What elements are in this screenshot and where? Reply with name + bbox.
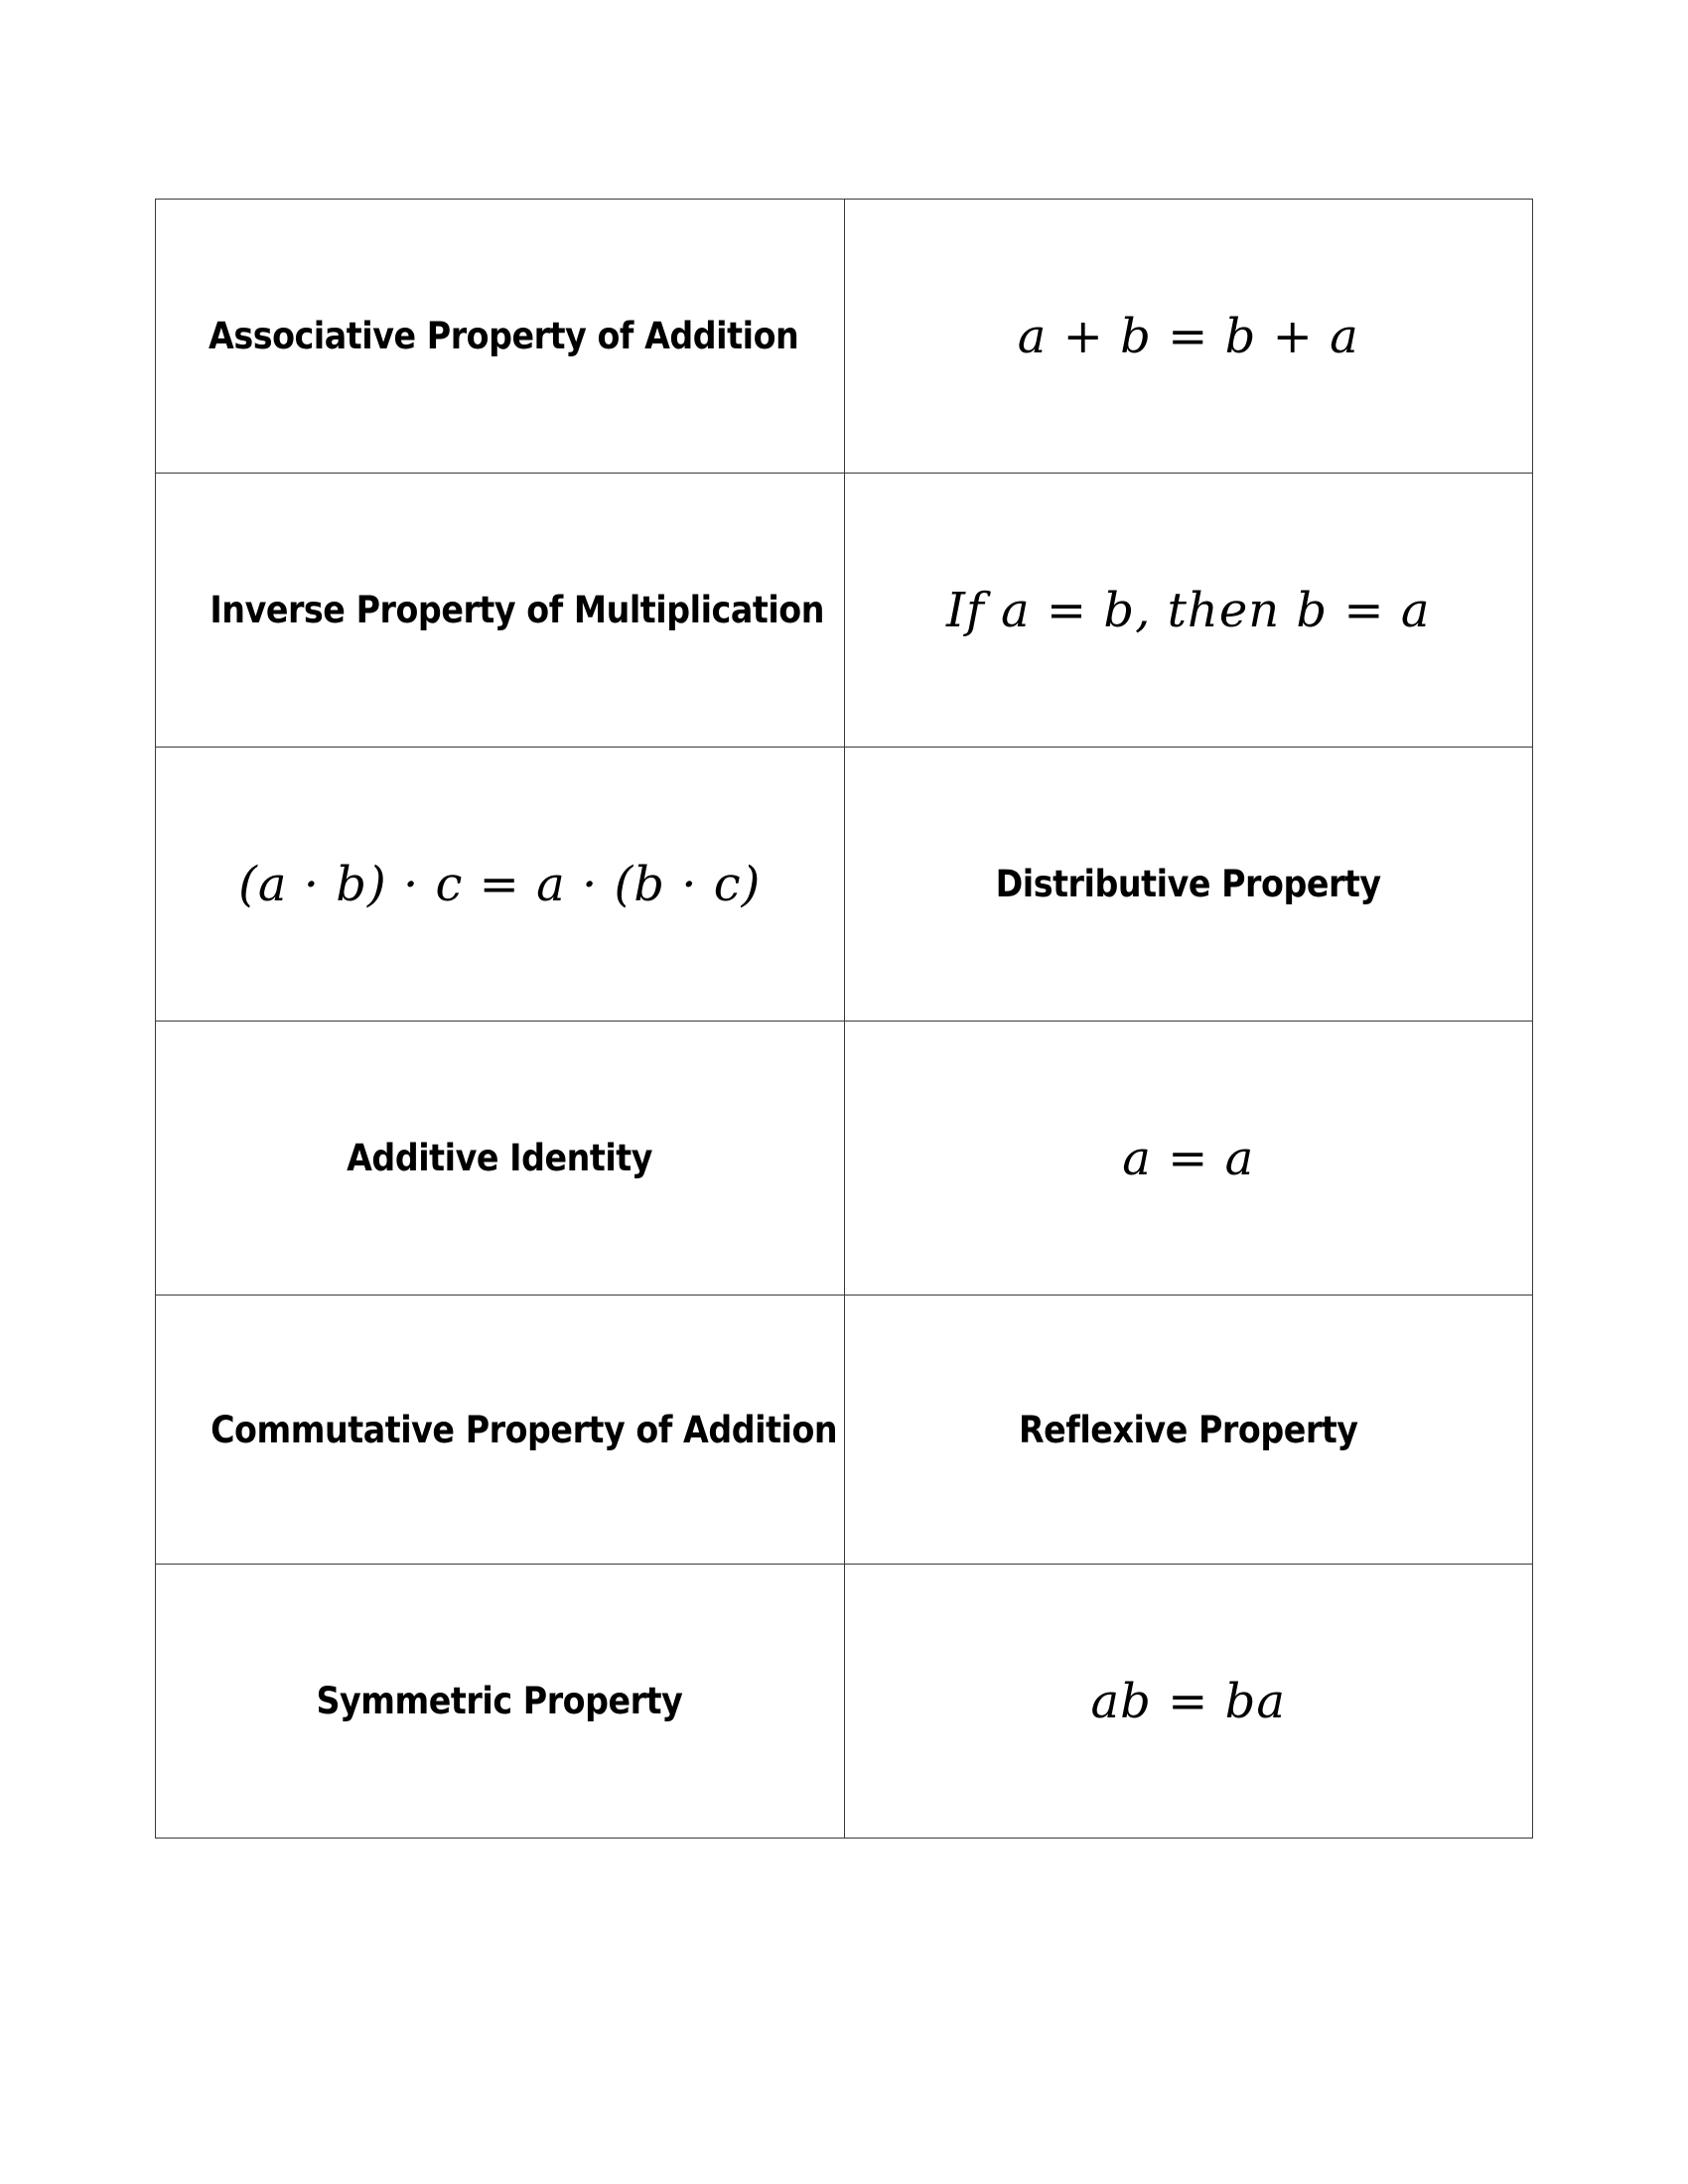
property-expression: ab = ba xyxy=(1090,1673,1286,1729)
card-row xyxy=(156,200,1533,474)
property-term: Distributive Property xyxy=(995,863,1381,905)
property-expression: a = a xyxy=(1122,1130,1255,1186)
card-cell xyxy=(844,1296,1533,1565)
card-cell xyxy=(156,748,845,1022)
property-expression: (a · b) · c = a · (b · c) xyxy=(238,856,762,912)
property-term: Associative Property of Addition xyxy=(209,315,799,357)
card-row xyxy=(156,1296,1533,1565)
card-cell xyxy=(156,1565,845,1839)
property-expression: If a = b, then b = a xyxy=(946,582,1431,638)
property-term: Reflexive Property xyxy=(1018,1408,1358,1451)
card-row xyxy=(156,748,1533,1022)
property-term: Commutative Property of Addition xyxy=(211,1408,838,1451)
property-term: Inverse Property of Multiplication xyxy=(210,589,824,631)
matching-cards-table xyxy=(155,199,1533,1839)
property-term: Additive Identity xyxy=(347,1137,653,1179)
card-row xyxy=(156,1022,1533,1296)
property-term: Symmetric Property xyxy=(316,1680,683,1722)
card-cell xyxy=(156,200,845,474)
card-row xyxy=(156,1565,1533,1839)
card-cell xyxy=(844,200,1533,474)
card-cell xyxy=(844,1022,1533,1296)
card-cell xyxy=(156,1022,845,1296)
card-cell xyxy=(156,474,845,748)
card-row xyxy=(156,474,1533,748)
card-cell xyxy=(844,474,1533,748)
property-expression: a + b = b + a xyxy=(1017,308,1359,364)
card-cell xyxy=(844,1565,1533,1839)
card-cell xyxy=(156,1296,845,1565)
card-cell xyxy=(844,748,1533,1022)
